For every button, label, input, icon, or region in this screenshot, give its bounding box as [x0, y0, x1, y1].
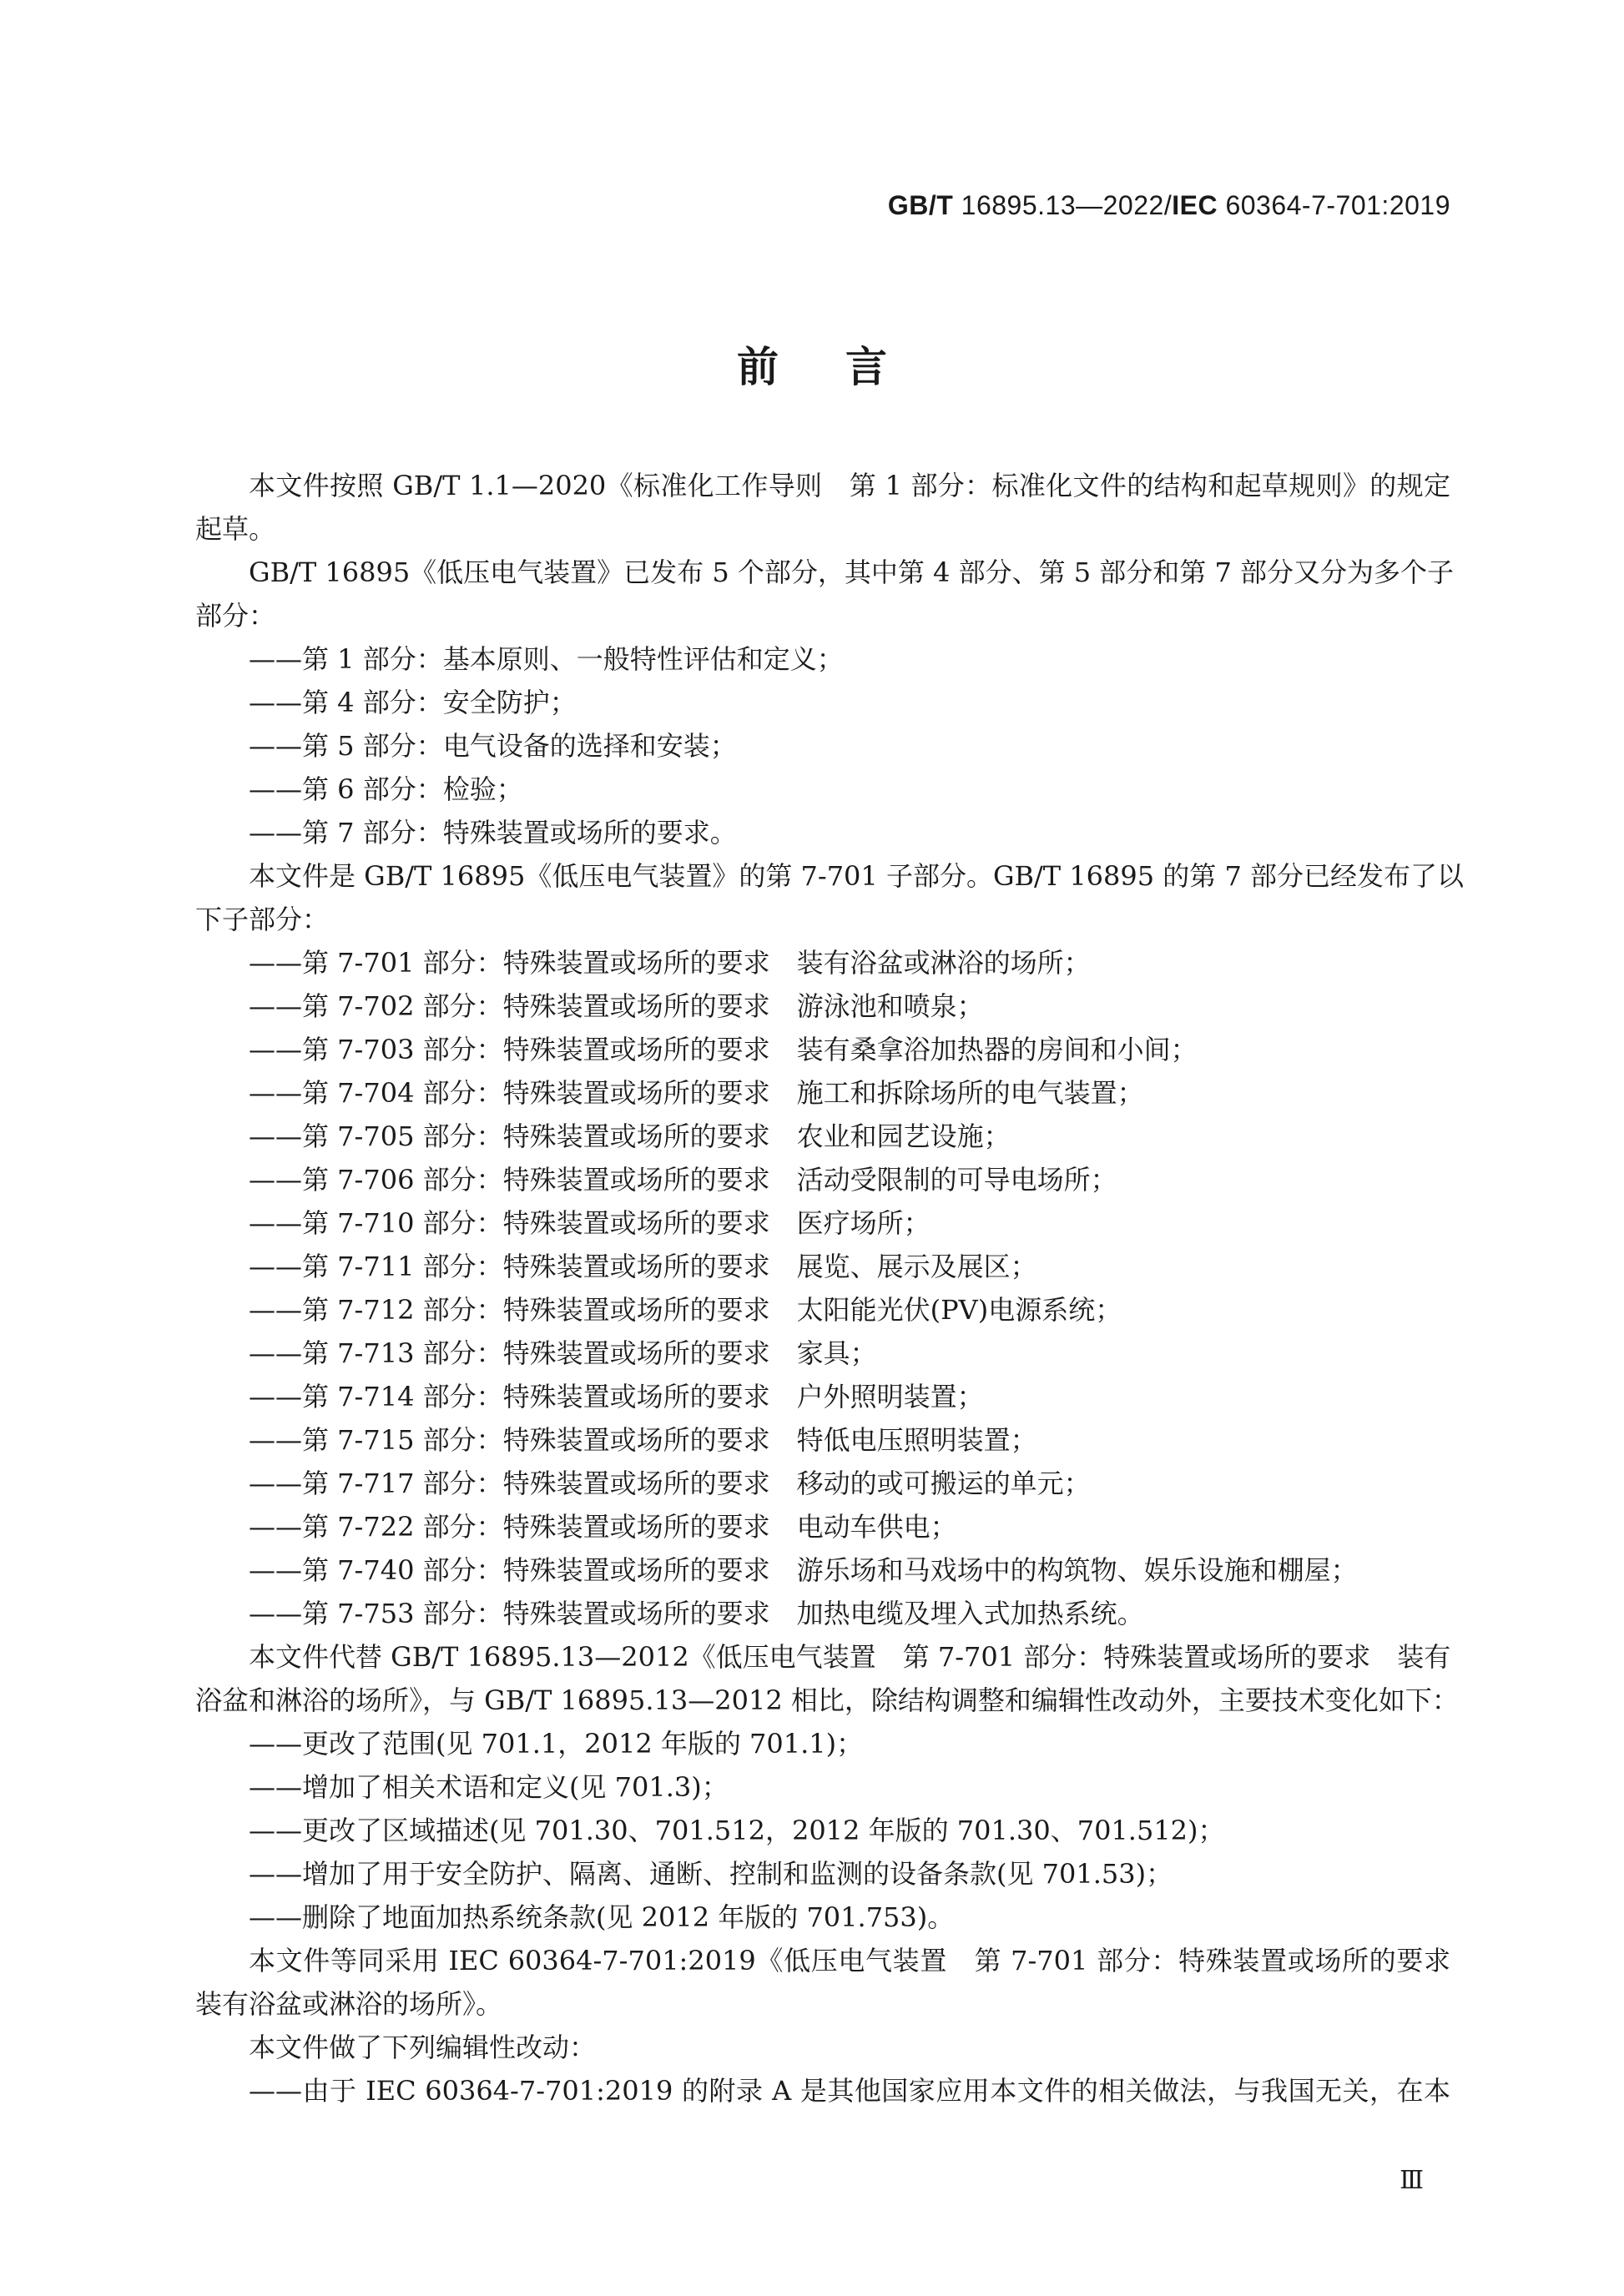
paragraph-line: 本文件是 GB/T 16895《低压电气装置》的第 7-701 子部分。GB/T 16895 的第 7 部分已经发布了以: [249, 860, 1464, 892]
list-item: ——由于 IEC 60364-7-701:2019 的附录 A 是其他国家应用本文件的相关做法，与我国无关，在本: [249, 2075, 1450, 2107]
list-item: ——第 7-704 部分：特殊装置或场所的要求 施工和拆除场所的电气装置；: [249, 1077, 1144, 1109]
list-item: ——第 4 部分：安全防护；: [249, 687, 577, 718]
paragraph-line: 浴盆和淋浴的场所》，与 GB/T 16895.13—2012 相比，除结构调整和编辑性改动外，主要技术变化如下：: [195, 1684, 1459, 1716]
paragraph-line: 本文件做了下列编辑性改动：: [249, 2032, 597, 2063]
paragraph-line: 本文件等同采用 IEC 60364-7-701:2019《低压电气装置 第 7-701 部分：特殊装置或场所的要求: [249, 1945, 1450, 1976]
list-item: ——第 7-715 部分：特殊装置或场所的要求 特低电压照明装置；: [249, 1424, 1037, 1456]
list-item: ——第 7-705 部分：特殊装置或场所的要求 农业和园艺设施；: [249, 1120, 1011, 1152]
list-item: ——第 7-722 部分：特殊装置或场所的要求 电动车供电；: [249, 1511, 957, 1543]
header-std-number: 16895.13—2022/: [961, 190, 1173, 220]
paragraph-line: 装有浴盆或淋浴的场所》。: [195, 1988, 503, 2020]
list-item: ——第 7-740 部分：特殊装置或场所的要求 游乐场和马戏场中的构筑物、娱乐设施和棚屋；: [249, 1554, 1358, 1586]
page-number: Ⅲ: [1400, 2166, 1424, 2195]
list-item: ——第 7-753 部分：特殊装置或场所的要求 加热电缆及埋入式加热系统。: [249, 1598, 1144, 1629]
list-item: ——第 1 部分：基本原则、一般特性评估和定义；: [249, 643, 844, 675]
document-header: [888, 190, 1450, 221]
list-item: ——第 7-701 部分：特殊装置或场所的要求 装有浴盆或淋浴的场所；: [249, 947, 1091, 979]
header-std-prefix: GB/T: [887, 190, 954, 220]
list-item: ——第 7-714 部分：特殊装置或场所的要求 户外照明装置；: [249, 1381, 984, 1412]
list-item: ——第 7-702 部分：特殊装置或场所的要求 游泳池和喷泉；: [249, 990, 984, 1022]
list-item: ——删除了地面加热系统条款(见 2012 年版的 701.753)。: [249, 1901, 955, 1933]
list-item: ——更改了范围(见 701.1，2012 年版的 701.1)；: [249, 1728, 864, 1760]
paragraph-line: GB/T 16895《低压电气装置》已发布 5 个部分，其中第 4 部分、第 5 部分和第 7 部分又分为多个子: [249, 556, 1454, 588]
list-item: ——增加了用于安全防护、隔离、通断、控制和监测的设备条款(见 701.53)；: [249, 1858, 1173, 1890]
list-item: ——增加了相关术语和定义(见 701.3)；: [249, 1771, 729, 1803]
list-item: ——第 7-717 部分：特殊装置或场所的要求 移动的或可搬运的单元；: [249, 1468, 1091, 1499]
list-item: ——第 7-713 部分：特殊装置或场所的要求 家具；: [249, 1337, 877, 1369]
list-item: ——更改了区域描述(见 701.30、701.512，2012 年版的 701.30、701.512)；: [249, 1815, 1225, 1846]
list-item: ——第 7-712 部分：特殊装置或场所的要求 太阳能光伏(PV)电源系统；: [249, 1294, 1122, 1326]
page-title: 前言: [737, 343, 954, 391]
list-item: ——第 7-710 部分：特殊装置或场所的要求 医疗场所；: [249, 1207, 931, 1239]
list-item: ——第 7 部分：特殊装置或场所的要求。: [249, 817, 737, 848]
list-item: ——第 6 部分：检验；: [249, 773, 523, 805]
paragraph-line: 本文件代替 GB/T 16895.13—2012《低压电气装置 第 7-701 部分：特殊装置或场所的要求 装有: [249, 1641, 1451, 1673]
header-iec-prefix: IEC: [1172, 190, 1218, 220]
header-iec-number: 60364-7-701:2019: [1225, 190, 1450, 220]
list-item: ——第 7-706 部分：特殊装置或场所的要求 活动受限制的可导电场所；: [249, 1164, 1117, 1196]
paragraph-line: 起草。: [195, 513, 276, 545]
list-item: ——第 7-711 部分：特殊装置或场所的要求 展览、展示及展区；: [249, 1251, 1037, 1282]
paragraph-line: 本文件按照 GB/T 1.1—2020《标准化工作导则 第 1 部分：标准化文件的结构和起草规则》的规定: [249, 470, 1450, 501]
document-body: [195, 464, 1464, 2112]
list-item: ——第 5 部分：电气设备的选择和安装；: [249, 730, 737, 762]
paragraph-line: 下子部分：: [195, 904, 330, 935]
list-item: ——第 7-703 部分：特殊装置或场所的要求 装有桑拿浴加热器的房间和小间；: [249, 1034, 1198, 1065]
paragraph-line: 部分：: [195, 600, 276, 632]
